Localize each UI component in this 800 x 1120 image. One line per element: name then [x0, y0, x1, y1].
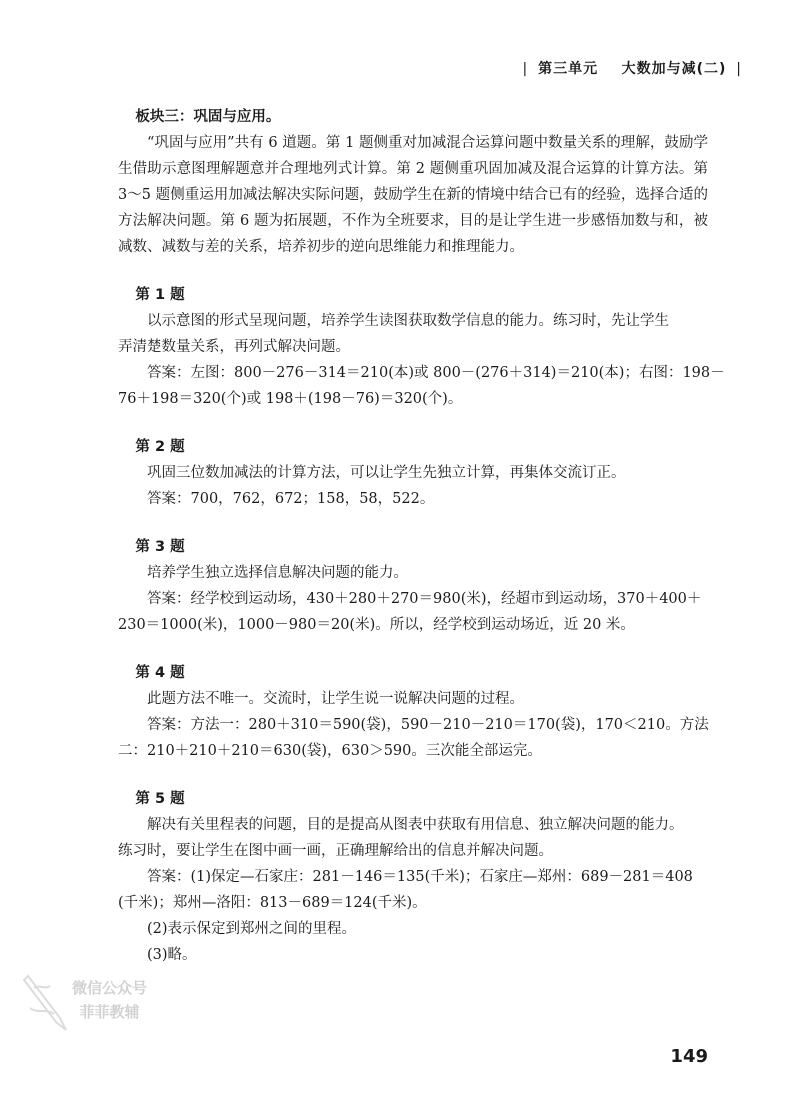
q2-title: 第 2 题	[135, 439, 185, 455]
q1-title: 第 1 题	[135, 287, 185, 303]
q2-line-1: 巩固三位数加减法的计算方法，可以让学生先独立计算，再集体交流订正。	[147, 465, 626, 481]
watermark-text	[72, 976, 147, 1024]
watermark-line-2: 菲菲教辅	[79, 1003, 140, 1021]
q5-answer-part-3: (3)略。	[147, 947, 197, 963]
q2-answer: 答案：700，762，672；158，58，522。	[147, 491, 435, 507]
header-topic: 大数加与减(二)	[621, 61, 727, 77]
q5-line-2: 练习时，要让学生在图中画一画，正确理解给出的信息并解决问题。	[118, 843, 553, 859]
q5-title: 第 5 题	[135, 791, 185, 807]
q3-answer-line-2: 230＝1000(米)，1000－980＝20(米)。所以，经学校到运动场近，近 20 米。	[118, 617, 635, 633]
q3-answer-line-1: 答案：经学校到运动场，430＋280＋270＝980(米)，经超市到运动场，370＋400＋	[147, 591, 702, 607]
q3-title: 第 3 题	[135, 539, 185, 555]
q1-line-1: 以示意图的形式呈现问题，培养学生读图获取数学信息的能力。练习时，先让学生	[147, 313, 669, 329]
q1-answer-line-2: 76＋198＝320(个)或 198＋(198－76)＝320(个)。	[118, 391, 463, 407]
q5-answer-part-2: (2)表示保定到郑州之间的里程。	[147, 921, 357, 937]
q4-title: 第 4 题	[135, 665, 185, 681]
running-header	[519, 58, 746, 78]
q1-answer-line-1: 答案：左图：800－276－314＝210(本)或 800－(276＋314)＝210(本)；右图：198－	[147, 365, 725, 381]
q5-answer-line-2: (千米)；郑州—洛阳：813－689＝124(千米)。	[118, 895, 427, 911]
block-intro: “巩固与应用”共有 6 道题。第 1 题侧重对加减混合运算问题中数量关系的理解，鼓励学生借助示意图理解题意并合理地列式计算。第 2 题侧重巩固加减及混合运算的计算方法。第 3～5 题侧重运用加减法解决实际问题，鼓励学生在新的情境中结合已有的经验，选择合适的方法解决问题。第 6 题为拓展题，不作为全班要求，目的是让学生进一步感悟加数与和，被减数、减数与差的关系，培养初步的逆向思维能力和推理能力。	[118, 135, 708, 255]
header-left-bar: |	[522, 61, 529, 77]
header-unit: 第三单元	[538, 61, 599, 77]
page-number: 149	[670, 1046, 708, 1067]
q4-answer-line-1: 答案：方法一：280＋310＝590(袋)，590－210－210＝170(袋)，170＜210。方法	[147, 717, 709, 733]
q3-line-1: 培养学生独立选择信息解决问题的能力。	[147, 565, 408, 581]
q5-line-1: 解决有关里程表的问题，目的是提高从图表中获取有用信息、独立解决问题的能力。	[147, 817, 684, 833]
q1-line-2: 弄清楚数量关系，再列式解决问题。	[118, 339, 350, 355]
watermark	[20, 968, 180, 1038]
page-content	[118, 104, 725, 968]
q4-line-1: 此题方法不唯一。交流时，让学生说一说解决问题的过程。	[147, 691, 524, 707]
header-right-bar: |	[736, 61, 742, 77]
q5-answer-line-1: 答案：(1)保定—石家庄：281－146＝135(千米)；石家庄—郑州：689－281＝408	[147, 869, 693, 885]
block-title: 板块三：巩固与应用。	[135, 109, 281, 125]
pen-icon	[20, 968, 80, 1038]
q4-answer-line-2: 二：210＋210＋210＝630(袋)，630＞590。三次能全部运完。	[118, 743, 542, 759]
watermark-line-1: 微信公众号	[72, 979, 148, 997]
